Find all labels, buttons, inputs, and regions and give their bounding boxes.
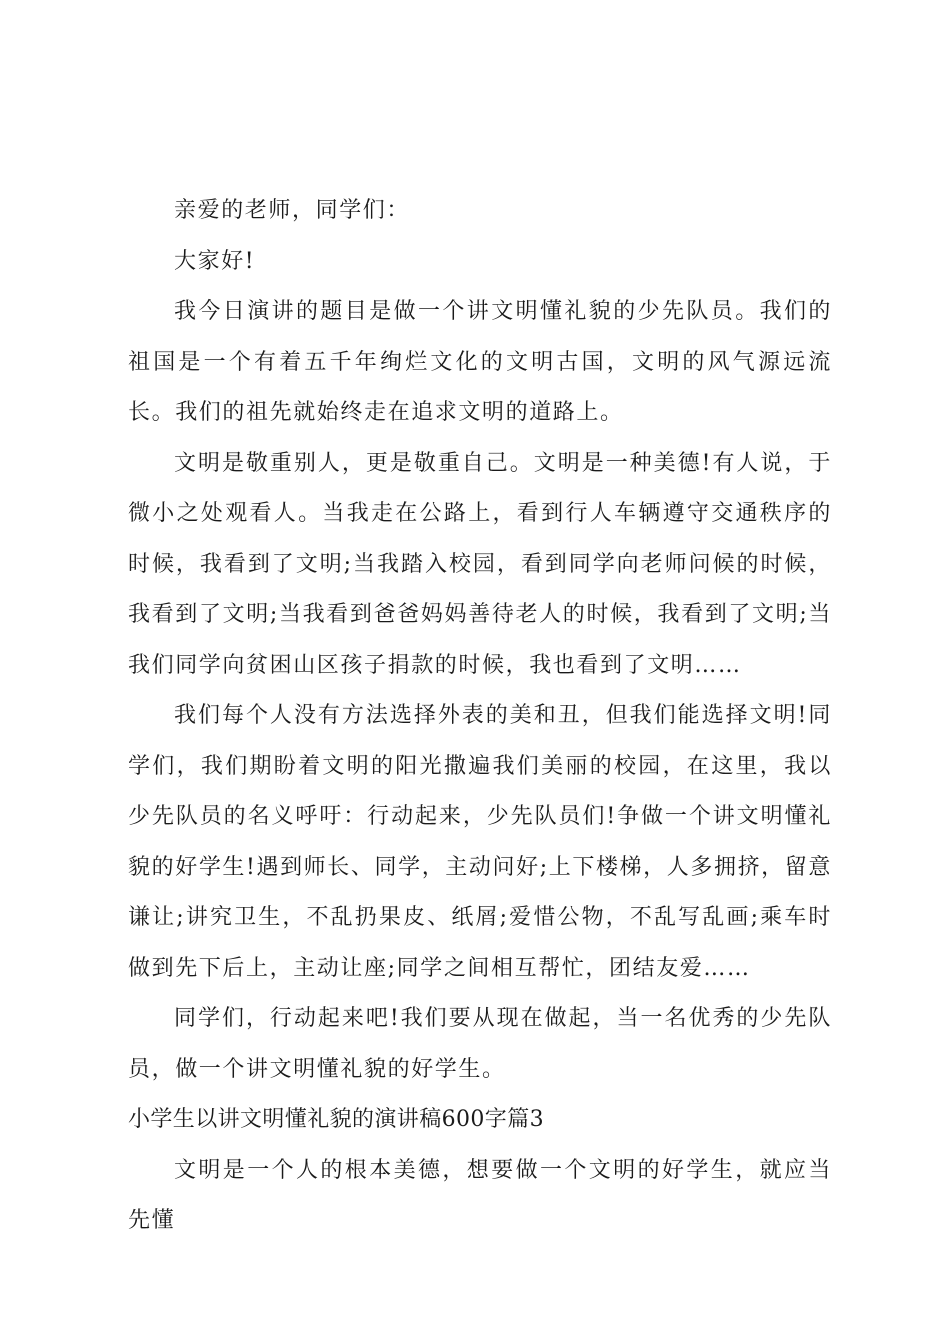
body-paragraph: 文明是一个人的根本美德，想要做一个文明的好学生，就应当先懂 — [128, 1157, 832, 1233]
body-paragraph: 同学们，行动起来吧!我们要从现在做起，当一名优秀的少先队员，做一个讲文明懂礼貌的好学生。 — [128, 1006, 832, 1082]
section-heading: 小学生以讲文明懂礼貌的演讲稿600字篇3 — [128, 1107, 544, 1132]
hello-paragraph: 大家好! — [174, 248, 256, 274]
body-paragraph: 我今日演讲的题目是做一个讲文明懂礼貌的少先队员。我们的祖国是一个有着五千年绚烂文化的文明古国，文明的风气源远流长。我们的祖先就始终走在追求文明的道路上。 — [128, 299, 832, 425]
greeting-paragraph: 亲爱的老师，同学们： — [174, 198, 411, 223]
body-paragraph: 文明是敬重别人，更是敬重自己。文明是一种美德!有人说，于微小之处观看人。当我走在公路上，看到行人车辆遵守交通秩序的时候，我看到了文明;当我踏入校园，看到同学向老师问候的时候，我看到了文明;当我看到爸爸妈妈善待老人的时候，我看到了文明;当我们同学向贫困山区孩子捐款的时候，我也看到了文明…… — [128, 450, 832, 678]
body-paragraph: 我们每个人没有方法选择外表的美和丑，但我们能选择文明!同学们，我们期盼着文明的阳光撒遍我们美丽的校园，在这里，我以少先队员的名义呼吁：行动起来，少先队员们!争做一个讲文明懂礼貌的好学生!遇到师长、同学，主动问好;上下楼梯，人多拥挤，留意谦让;讲究卫生，不乱扔果皮、纸屑;爱惜公物，不乱写乱画;乘车时做到先下后上，主动让座;同学之间相互帮忙，团结友爱…… — [128, 703, 832, 981]
document-body — [128, 186, 832, 1247]
